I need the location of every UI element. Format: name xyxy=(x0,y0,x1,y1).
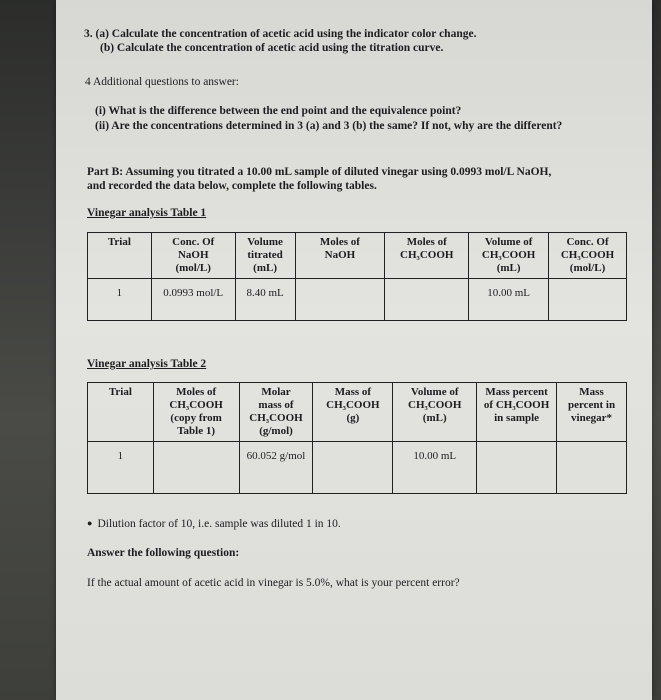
table-row xyxy=(88,279,627,321)
header-text: (mL) xyxy=(253,262,277,274)
header-text: Moles of xyxy=(176,386,217,398)
table-2-header-row xyxy=(88,383,627,442)
header-text: CH₃COOH xyxy=(326,399,380,411)
table-cell: 1 xyxy=(88,279,152,321)
table-cell: 10.00 mL xyxy=(469,279,549,321)
blank-answer-cell[interactable] xyxy=(477,442,557,494)
vinegar-table-1 xyxy=(87,232,627,321)
part-b-label: Part B: xyxy=(87,166,124,178)
worksheet-page xyxy=(56,0,652,700)
header-text: CH₃COOH xyxy=(400,249,454,261)
table-cell: 8.40 mL xyxy=(235,279,295,321)
header-text: Moles of xyxy=(406,236,447,248)
header-text: titrated xyxy=(247,249,283,261)
header-text: CH₃COOH xyxy=(481,249,536,261)
part-b-intro xyxy=(87,165,551,179)
header-text: CH₃COOH xyxy=(560,249,615,261)
bullet-icon: ● xyxy=(87,518,93,528)
dilution-footnote xyxy=(87,517,341,531)
part-b-line2: and recorded the data below, complete the following tables. xyxy=(87,180,377,192)
header-text: (g) xyxy=(346,412,360,424)
question-4i: (i) What is the difference between the end point and the equivalence point? xyxy=(95,105,462,117)
header-text: of CH₃COOH xyxy=(483,399,550,411)
part-b-concentration: 0.0993 mol/L xyxy=(450,166,514,178)
final-question: If the actual amount of acetic acid in vinegar is 5.0%, what is your percent error? xyxy=(87,577,460,589)
header-text: vinegar* xyxy=(571,412,612,424)
part-b-text-b: sample of diluted vinegar using xyxy=(291,166,451,178)
blank-answer-cell[interactable] xyxy=(313,442,393,494)
answer-heading: Answer the following question: xyxy=(87,547,240,559)
vinegar-table-2 xyxy=(87,382,627,494)
header-cell xyxy=(385,233,469,279)
header-text: CH₃COOH xyxy=(169,399,223,411)
header-text: Moles of xyxy=(319,236,360,248)
header-cell xyxy=(153,383,239,442)
header-text: Mass of xyxy=(334,386,372,398)
table-1-title: Vinegar analysis Table 1 xyxy=(87,207,207,219)
header-cell xyxy=(557,383,627,442)
header-cell xyxy=(549,233,627,279)
header-text: (g/mol) xyxy=(259,425,293,437)
header-text: percent in xyxy=(567,399,616,411)
table-row xyxy=(88,442,627,494)
question-4ii: (ii) Are the concentrations determined in 3 (a) and 3 (b) the same? If not, why are the different? xyxy=(95,120,563,132)
header-text: Conc. Of xyxy=(172,236,215,248)
header-text: Conc. Of xyxy=(566,236,609,248)
part-b-text-c: NaOH, xyxy=(513,166,552,178)
header-text: Trial xyxy=(108,386,132,398)
header-cell xyxy=(88,383,154,442)
header-text: mass of xyxy=(258,399,294,411)
question-3b: (b) Calculate the concentration of acetic acid using the titration curve. xyxy=(100,42,444,54)
table-cell: 60.052 g/mol xyxy=(239,442,313,494)
blank-answer-cell[interactable] xyxy=(153,442,239,494)
header-cell xyxy=(88,233,152,279)
header-cell xyxy=(313,383,393,442)
header-text: (mL) xyxy=(496,262,521,274)
header-text: Table 1) xyxy=(177,425,216,437)
header-text: Volume of xyxy=(410,386,459,398)
header-text: Trial xyxy=(107,236,131,248)
question-3a: 3. (a) Calculate the concentration of acetic acid using the indicator color change. xyxy=(84,28,477,40)
part-b-volume: 10.00 mL xyxy=(246,166,292,178)
header-text: NaOH xyxy=(177,249,209,261)
header-text: in sample xyxy=(494,412,540,424)
header-cell xyxy=(469,233,549,279)
header-text: Molar xyxy=(261,386,291,398)
header-text: Mass percent xyxy=(485,386,548,398)
part-b-text-a: Assuming you titrated a xyxy=(123,166,247,178)
header-text: Volume of xyxy=(484,236,533,248)
table-1-header-row xyxy=(88,233,627,279)
header-text: NaOH xyxy=(324,249,356,261)
header-text: (mol/L) xyxy=(569,262,606,274)
table-cell: 0.0993 mol/L xyxy=(151,279,235,321)
footnote-text: Dilution factor of 10, i.e. sample was diluted 1 in 10. xyxy=(97,518,341,530)
table-2-title: Vinegar analysis Table 2 xyxy=(87,358,207,370)
header-text: (copy from xyxy=(170,412,222,424)
header-text: CH₃COOH xyxy=(249,412,303,424)
question-4-heading: 4 Additional questions to answer: xyxy=(85,76,239,88)
blank-answer-cell[interactable] xyxy=(557,442,627,494)
header-cell xyxy=(295,233,385,279)
header-text: Mass xyxy=(579,386,604,398)
header-text: (mol/L) xyxy=(175,262,211,274)
header-cell xyxy=(393,383,477,442)
table-cell: 1 xyxy=(88,442,154,494)
blank-answer-cell[interactable] xyxy=(385,279,469,321)
header-text: Volume xyxy=(247,236,283,248)
header-text: CH₃COOH xyxy=(408,399,462,411)
header-text: (mL) xyxy=(422,412,447,424)
table-cell: 10.00 mL xyxy=(393,442,477,494)
header-cell xyxy=(151,233,235,279)
blank-answer-cell[interactable] xyxy=(295,279,385,321)
blank-answer-cell[interactable] xyxy=(549,279,627,321)
header-cell xyxy=(235,233,295,279)
header-cell xyxy=(477,383,557,442)
header-cell xyxy=(239,383,313,442)
